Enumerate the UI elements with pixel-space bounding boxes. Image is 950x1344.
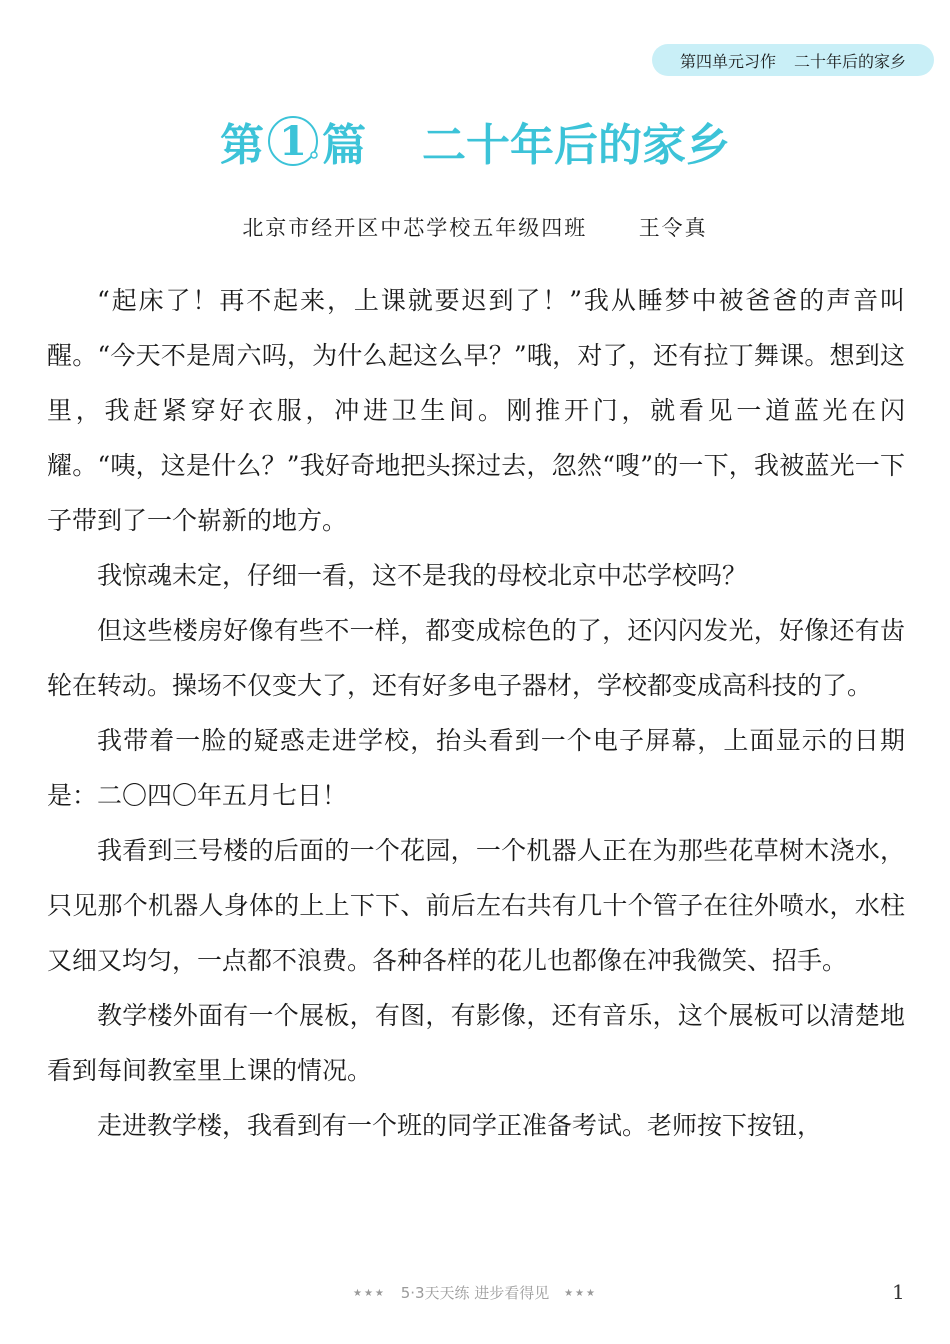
paragraph: 教学楼外面有一个展板，有图，有影像，还有音乐，这个展板可以清楚地看到每间教室里上课的情况。 bbox=[47, 1001, 905, 1085]
footer-slogan: 5·3天天练 进步看得见 bbox=[400, 1284, 550, 1302]
title-suffix: 篇 bbox=[322, 120, 366, 171]
essay-body bbox=[47, 273, 905, 1153]
stars-icon: ★★★ bbox=[564, 1288, 597, 1299]
author-line bbox=[0, 212, 950, 242]
paragraph: 我看到三号楼的后面的一个花园，一个机器人正在为那些花草树木浇水，只见那个机器人身体的上上下下、前后左右共有几十个管子在往外喷水，水柱又细又均匀，一点都不浪费。各种各样的花儿也都像在冲我微笑、招手。 bbox=[47, 836, 905, 975]
paragraph: 但这些楼房好像有些不一样，都变成棕色的了，还闪闪发光，好像还有齿轮在转动。操场不仅变大了，还有好多电子器材，学校都变成高科技的了。 bbox=[47, 616, 905, 700]
title-prefix: 第 bbox=[220, 120, 264, 171]
title-number-badge bbox=[266, 114, 320, 168]
footer bbox=[0, 1282, 950, 1303]
paragraph: 我惊魂未定，仔细一看，这不是我的母校北京中芯学校吗？ bbox=[97, 561, 748, 590]
page-number: 1 bbox=[892, 1280, 905, 1304]
stars-icon: ★★★ bbox=[353, 1288, 386, 1299]
paragraph: 我带着一脸的疑惑走进学校，抬头看到一个电子屏幕，上面显示的日期是：二〇四〇年五月七日！ bbox=[47, 726, 905, 810]
header-topic: 二十年后的家乡 bbox=[794, 51, 907, 71]
author-school: 北京市经开区中芯学校五年级四班 bbox=[242, 216, 588, 240]
title-text: 二十年后的家乡 bbox=[422, 120, 730, 171]
header-tab bbox=[652, 44, 934, 76]
page-title bbox=[0, 106, 950, 176]
header-unit: 第四单元习作 bbox=[679, 51, 776, 71]
paragraph: “起床了！再不起来，上课就要迟到了！”我从睡梦中被爸爸的声音叫醒。“今天不是周六吗，为什么起这么早？”哦，对了，还有拉丁舞课。想到这里，我赶紧穿好衣服，冲进卫生间。刚推开门，就看见一道蓝光在闪耀。“咦，这是什么？”我好奇地把头探过去，忽然“嗖”的一下，我被蓝光一下子带到了一个崭新的地方。 bbox=[47, 286, 905, 535]
author-name: 王令真 bbox=[638, 216, 708, 240]
paragraph: 走进教学楼，我看到有一个班的同学正准备考试。老师按下按钮， bbox=[97, 1111, 823, 1140]
title-number: 1 bbox=[279, 117, 307, 165]
